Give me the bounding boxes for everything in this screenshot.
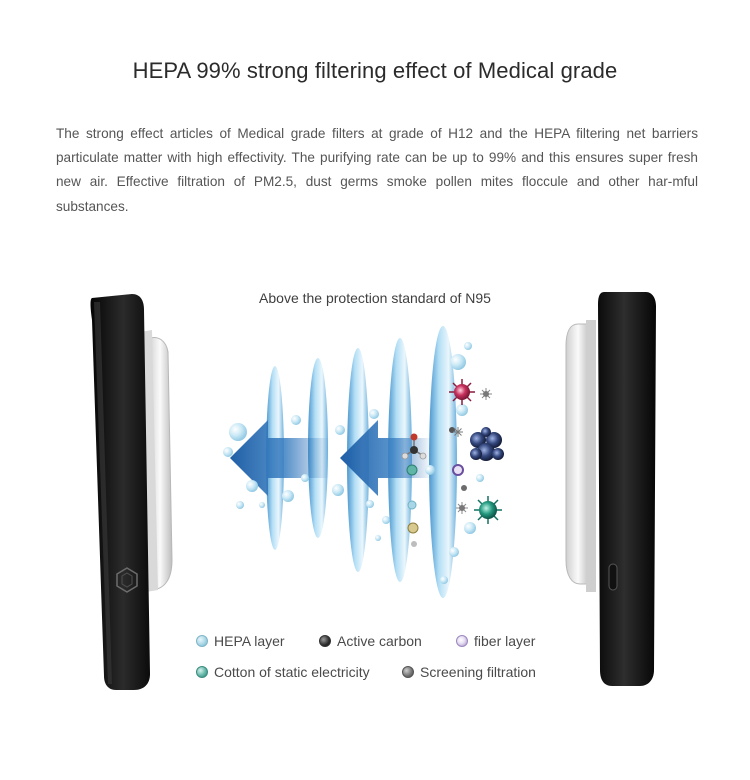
germ-icon	[449, 379, 504, 524]
device-left-icon	[91, 294, 173, 690]
cotton-dot-icon	[196, 666, 208, 678]
legend-item-fiber	[456, 633, 535, 649]
fiber-dot-icon	[456, 635, 468, 647]
device-right-icon	[566, 292, 656, 686]
description-text: The strong effect articles of Medical grade filters at grade of H12 and the HEPA filtering net barriers particulate matter with high effectivity. The purifying rate can be up to 99% and this ensures super fresh new air. Effective filtration of PM2.5, dust germs smoke pollen mites floccule and other har-mful substances.	[56, 126, 698, 214]
screening-dot-icon	[402, 666, 414, 678]
legend-item-hepa	[196, 633, 285, 649]
carbon-dot-icon	[319, 635, 331, 647]
legend-label: Cotton of static electricity	[214, 664, 370, 680]
page-title: HEPA 99% strong filtering effect of Medical grade	[132, 58, 618, 83]
usb-port-icon	[609, 564, 617, 590]
legend-label: Screening filtration	[420, 664, 536, 680]
legend-label: Active carbon	[337, 633, 422, 649]
hepa-dot-icon	[196, 635, 208, 647]
legend-item-cotton	[196, 664, 370, 680]
legend-label: fiber layer	[474, 633, 536, 649]
legend-item-screening	[402, 664, 536, 680]
illustration-subtitle: Above the protection standard of N95	[259, 290, 491, 306]
legend-label: HEPA layer	[214, 633, 285, 649]
legend-item-carbon	[319, 633, 422, 649]
